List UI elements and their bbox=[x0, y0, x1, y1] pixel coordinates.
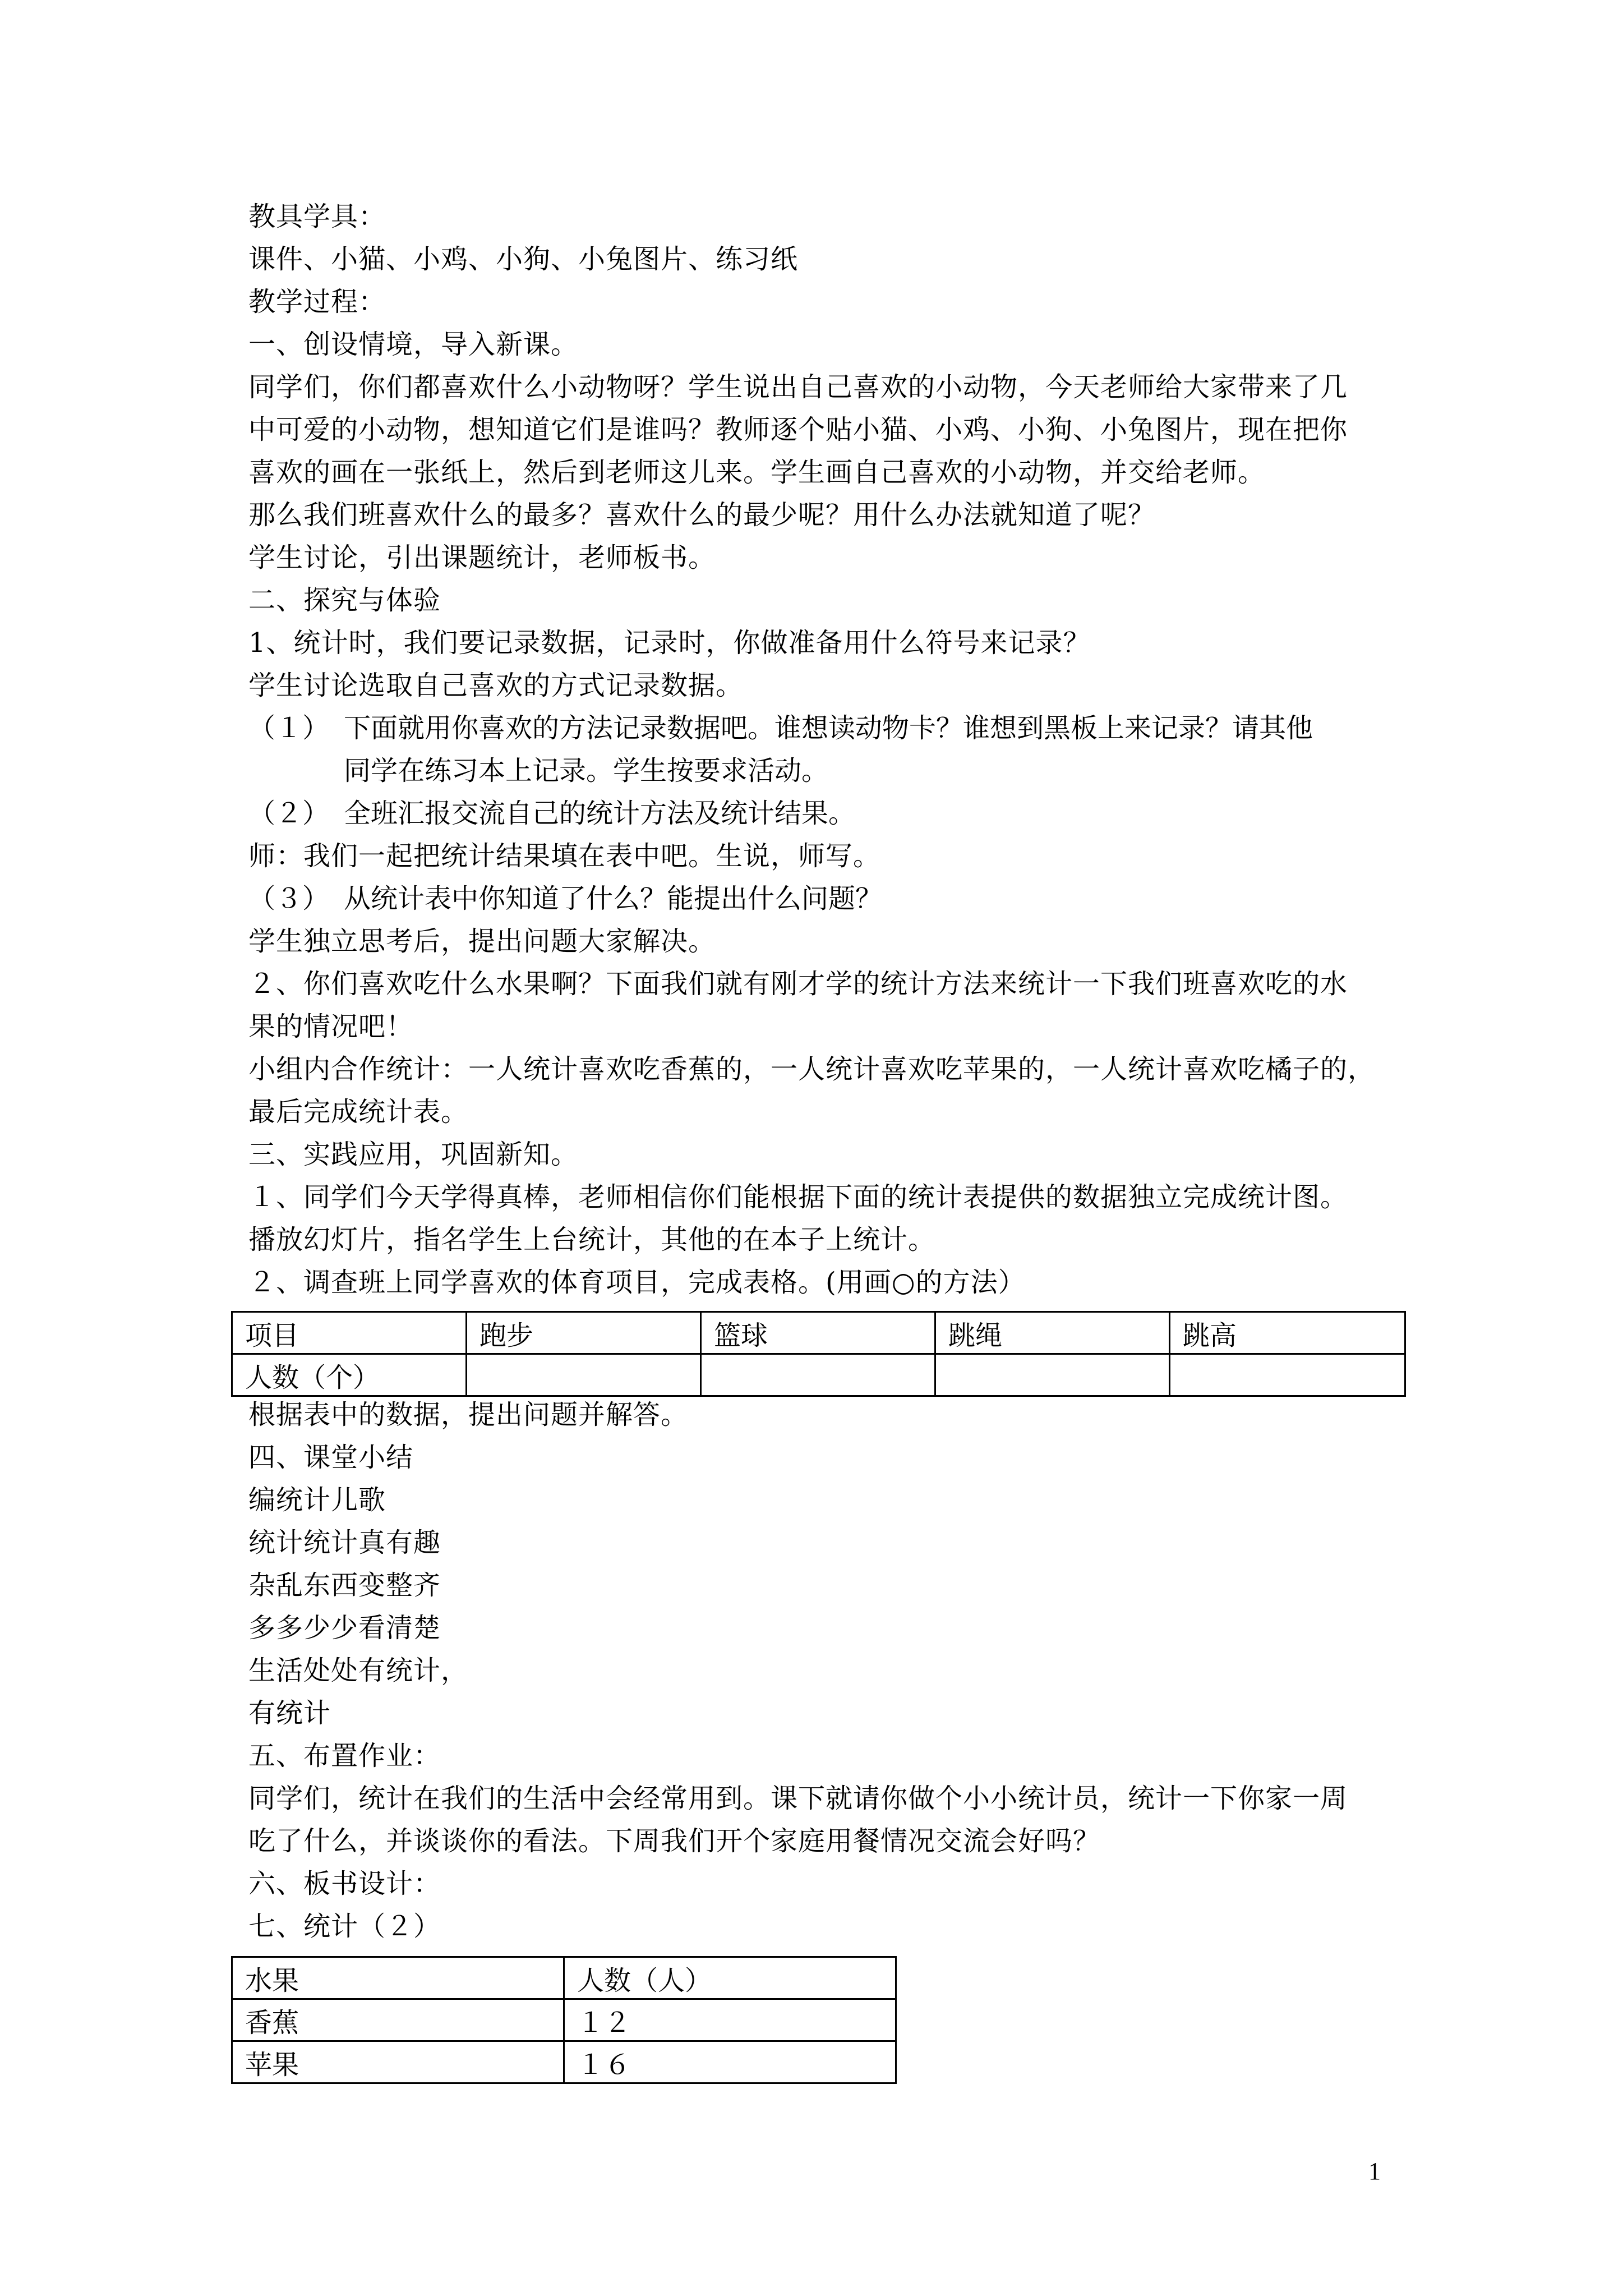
item-text-line: 同学在练习本上记录。学生按要求活动。 bbox=[344, 755, 829, 786]
item-text: 全班汇报交流自己的统计方法及统计结果。 bbox=[344, 798, 856, 829]
text-line: 果的情况吧！ bbox=[248, 1011, 414, 1042]
paragraph-group-3 bbox=[248, 1393, 1387, 1948]
section-heading: 七、统计（２） bbox=[248, 1911, 441, 1942]
text-line: 中可爱的小动物，想知道它们是谁吗？教师逐个贴小猫、小鸡、小狗、小兔图片，现在把你 bbox=[248, 414, 1348, 445]
section-heading: 六、板书设计： bbox=[248, 1868, 441, 1899]
poem-line: 有统计 bbox=[248, 1697, 331, 1729]
section-heading: 二、探究与体验 bbox=[248, 585, 441, 616]
text-line: ２、调查班上同学喜欢的体育项目，完成表格。(用画○的方法） bbox=[248, 1267, 1026, 1298]
table-header-cell: 篮球 bbox=[701, 1312, 935, 1354]
text-line: 播放幻灯片，指名学生上台统计，其他的在本子上统计。 bbox=[248, 1224, 936, 1255]
text-line: １、同学们今天学得真棒，老师相信你们能根据下面的统计表提供的数据独立完成统计图。 bbox=[248, 1181, 1348, 1213]
text-line: 喜欢的画在一张纸上，然后到老师这儿来。学生画自己喜欢的小动物，并交给老师。 bbox=[248, 457, 1266, 488]
table-cell-blank bbox=[467, 1354, 701, 1396]
text-line: 吃了什么，并谈谈你的看法。下周我们开个家庭用餐情况交流会好吗？ bbox=[248, 1825, 1101, 1857]
section-heading: 四、课堂小结 bbox=[248, 1442, 414, 1473]
table-cell: 苹果 bbox=[232, 2041, 564, 2083]
table-header-cell: 跳绳 bbox=[935, 1312, 1170, 1354]
table-cell: 香蕉 bbox=[232, 1999, 564, 2041]
poem-line: 多多少少看清楚 bbox=[248, 1612, 441, 1644]
text-line: 那么我们班喜欢什么的最多？喜欢什么的最少呢？用什么办法就知道了呢？ bbox=[248, 499, 1156, 531]
poem-line: 生活处处有统计， bbox=[248, 1655, 469, 1686]
table-cell: 人数（个） bbox=[232, 1354, 467, 1396]
table-header-cell: 跑步 bbox=[467, 1312, 701, 1354]
page-number: 1 bbox=[1368, 2157, 1381, 2185]
table-cell: １２ bbox=[564, 1999, 896, 2041]
fruit-statistics-table bbox=[231, 1956, 897, 2084]
sports-survey-table bbox=[231, 1311, 1406, 1397]
text-line: 教学过程： bbox=[248, 286, 386, 318]
item-text-line: 下面就用你喜欢的方法记录数据吧。谁想读动物卡？谁想到黑板上来记录？请其他 bbox=[344, 712, 1313, 744]
text-line: 1、统计时，我们要记录数据，记录时，你做准备用什么符号来记录？ bbox=[248, 627, 1091, 659]
table-cell-blank bbox=[701, 1354, 935, 1396]
numbered-item-2 bbox=[248, 792, 1387, 835]
paragraph-group-2 bbox=[248, 920, 1387, 1304]
table-header-cell: 人数（人） bbox=[564, 1957, 896, 1999]
table-cell: １６ bbox=[564, 2041, 896, 2083]
text-line: 课件、小猫、小鸡、小狗、小兔图片、练习纸 bbox=[248, 243, 799, 275]
text-line: 师：我们一起把统计结果填在表中吧。生说，师写。 bbox=[248, 840, 881, 872]
table-row bbox=[232, 2041, 896, 2083]
table-header-row bbox=[232, 1312, 1405, 1354]
item-number: （１） bbox=[248, 712, 330, 744]
text-line: 根据表中的数据，提出问题并解答。 bbox=[248, 1399, 689, 1430]
text-line: 教具学具： bbox=[248, 201, 386, 232]
text-line: 学生讨论，引出课题统计，老师板书。 bbox=[248, 542, 716, 573]
text-line: 小组内合作统计：一人统计喜欢吃香蕉的，一人统计喜欢吃苹果的，一人统计喜欢吃橘子的， bbox=[248, 1053, 1376, 1085]
table-header-cell: 项目 bbox=[232, 1312, 467, 1354]
text-line: 学生独立思考后，提出问题大家解决。 bbox=[248, 926, 716, 957]
table-cell-blank bbox=[935, 1354, 1170, 1396]
numbered-item-3 bbox=[248, 877, 1387, 920]
table-row bbox=[232, 1999, 896, 2041]
section-heading: 一、创设情境，导入新课。 bbox=[248, 329, 579, 360]
table-header-cell: 水果 bbox=[232, 1957, 564, 1999]
table-header-row bbox=[232, 1957, 896, 1999]
table-header-cell: 跳高 bbox=[1170, 1312, 1405, 1354]
text-line: 最后完成统计表。 bbox=[248, 1096, 469, 1128]
text-line: 同学们，你们都喜欢什么小动物呀？学生说出自己喜欢的小动物，今天老师给大家带来了几 bbox=[248, 371, 1348, 403]
table-row bbox=[232, 1354, 1405, 1396]
table-cell-blank bbox=[1170, 1354, 1405, 1396]
paragraph-group-1 bbox=[248, 195, 1387, 707]
text-line: 编统计儿歌 bbox=[248, 1484, 386, 1516]
item-text bbox=[344, 707, 1387, 792]
text-line: 学生讨论选取自己喜欢的方式记录数据。 bbox=[248, 670, 744, 701]
text-line: ２、你们喜欢吃什么水果啊？下面我们就有刚才学的统计方法来统计一下我们班喜欢吃的水 bbox=[248, 968, 1348, 1000]
item-text: 从统计表中你知道了什么？能提出什么问题？ bbox=[344, 883, 883, 914]
numbered-item-1 bbox=[248, 707, 1387, 792]
section-heading: 五、布置作业： bbox=[248, 1740, 441, 1772]
text-line: 同学们，统计在我们的生活中会经常用到。课下就请你做个小小统计员，统计一下你家一周 bbox=[248, 1783, 1348, 1814]
poem-line: 统计统计真有趣 bbox=[248, 1527, 441, 1558]
item-number: （３） bbox=[248, 883, 330, 914]
section-heading: 三、实践应用，巩固新知。 bbox=[248, 1139, 579, 1170]
poem-line: 杂乱东西变整齐 bbox=[248, 1570, 441, 1601]
document-body bbox=[248, 195, 1387, 1948]
item-number: （２） bbox=[248, 798, 330, 829]
